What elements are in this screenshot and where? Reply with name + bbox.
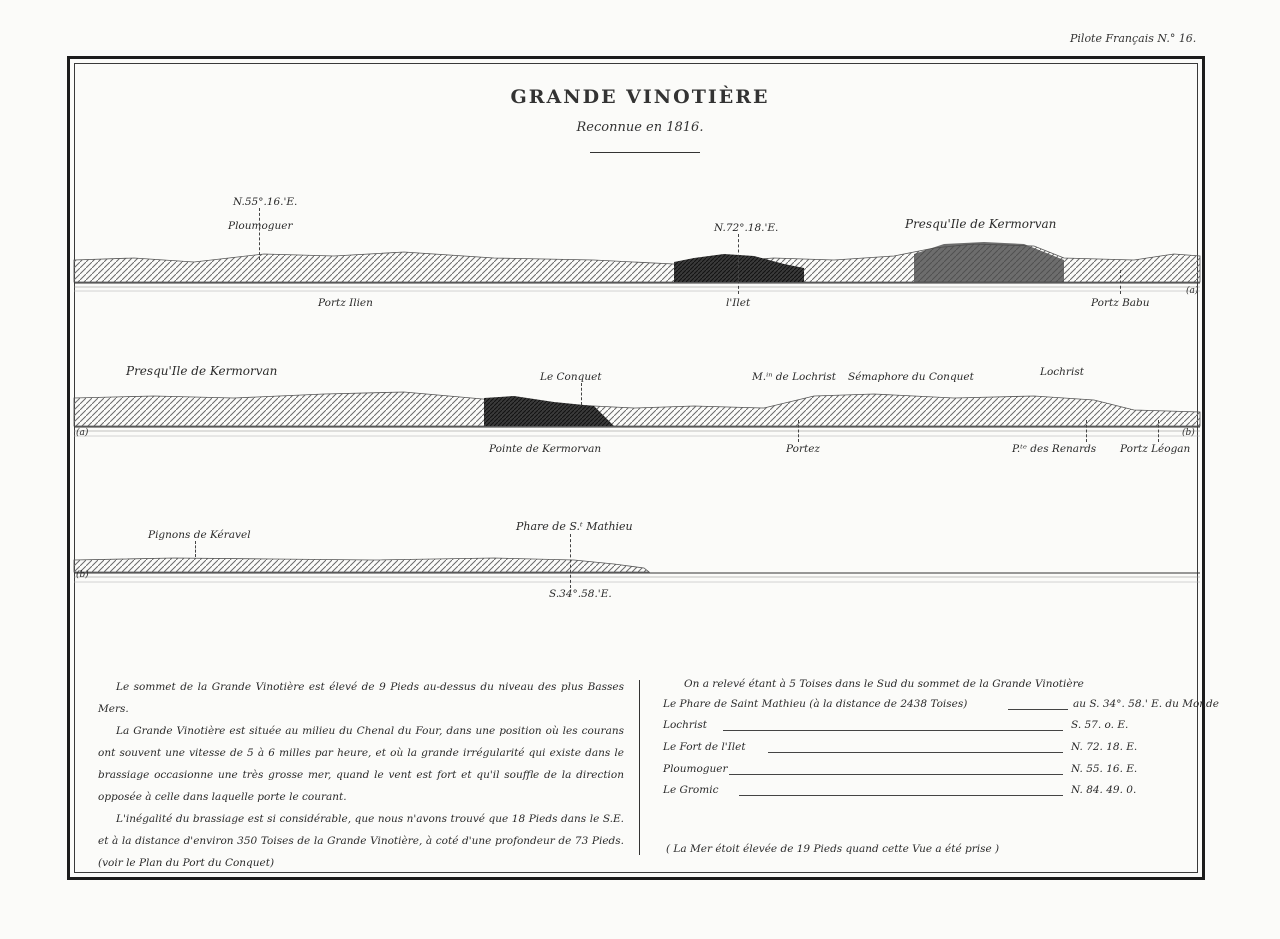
kermorvan-hill [914,242,1064,282]
bearing-row [663,741,1198,757]
pte-renards-label: P.ᵗᵉ des Renards [1012,443,1097,455]
ploumoguer-label: Ploumoguer [228,220,293,232]
bearing-value: N. 84. 49. 0. [1071,784,1137,796]
bearing-name: Le Fort de l'Ilet [663,741,746,753]
notes-block [98,676,624,874]
plate-series-label: Pilote Français N.° 16. [1070,32,1197,45]
bearing-name: Lochrist [663,719,707,731]
note-paragraph: La Grande Vinotière est située au milieu du Chenal du Four, dans une position où les courans ont souvent une vitesse de 5 à 6 milles par heure, et où la grande irrégularité qui existe dans le brassiage occasionne une très grosse mer, quand le vent est fort et qu'il souffle de la direction opposée à celle dans laquelle porte le courant. [98,725,624,803]
portez-tick [798,420,799,442]
porz-ilien-label: Portz Ilien [318,297,373,309]
porz-leogan-label: Portz Léogan [1120,443,1191,455]
kermorvan-label-2: Presqu'Ile de Kermorvan [126,364,278,378]
coastline-silhouette-3 [74,558,649,572]
bearing-row [663,784,1198,800]
view2-marker-a: (a) [76,428,89,438]
coastal-view-2 [74,386,1200,446]
lochrist-label: Lochrist [1040,366,1084,378]
column-divider [639,680,640,855]
keravel-label: Pignons de Kéravel [148,529,251,541]
ilet-bearing-label: N.72°.18.'E. [714,222,779,234]
bearing-row [663,698,1219,714]
bearing-value: N. 55. 16. E. [1071,763,1138,775]
bearing-row [663,719,1198,735]
keravel-tick [195,541,196,557]
bearing-name: Le Phare de Saint Mathieu (à la distance de 2438 Toises) [663,698,968,710]
bearing-value: au S. 34°. 58.' E. du Monde [1073,698,1219,710]
title-rule [590,152,700,153]
plate-title: GRANDE VINOTIÈRE [510,86,770,108]
view3-marker-b: (b) [76,570,89,580]
bearing-name: Le Gromic [663,784,719,796]
porz-babu-label: Portz Babu [1091,297,1150,309]
coastal-view-1 [74,238,1200,298]
note-paragraph: L'inégalité du brassiage est si considérable, que nous n'avons trouvé que 18 Pieds dans le S.E. et à la distance d'environ 350 Toises de la Grande Vinotière, à coté d'une profondeur de 73 Pieds. (voir le Plan du Port du Conquet) [98,813,624,869]
sea-level-note: ( La Mer étoit élevée de 19 Pieds quand cette Vue a été prise ) [666,843,1000,855]
ilet-tick [738,234,739,294]
view1-marker-a: (a) [1186,286,1199,296]
plate-subtitle: Reconnue en 1816. [576,120,704,135]
coastline-silhouette-2 [74,392,1200,426]
ilet-label: l'Ilet [726,297,751,309]
coastal-view-3 [74,548,1200,588]
view2-marker-b: (b) [1182,428,1195,438]
portez-label: Portez [786,443,820,455]
conquet-label: Le Conquet [540,371,602,383]
kermorvan-label-1: Presqu'Ile de Kermorvan [905,217,1057,231]
pte-renards-tick [1086,420,1087,442]
pointe-kermorvan-label: Pointe de Kermorvan [489,443,602,455]
porz-leogan-tick [1158,420,1159,442]
conquet-tick [581,383,582,405]
note-paragraph: Le sommet de la Grande Vinotière est élevé de 9 Pieds au-dessus du niveau des plus Basses Mers. [98,681,624,715]
ploumoguer-bearing-label: N.55°.16.'E. [233,196,298,208]
bearing-row [663,763,1198,779]
semaphore-label: Sémaphore du Conquet [848,371,974,383]
phare-label: Phare de S.ᵗ Mathieu [516,520,633,533]
bearing-value: S. 57. o. E. [1071,719,1129,731]
bearing-value: N. 72. 18. E. [1071,741,1138,753]
ploumoguer-tick [259,208,260,260]
phare-tick [570,534,571,588]
phare-bearing-label: S.34°.58.'E. [549,588,612,600]
moulin-lochrist-label: M.ⁱⁿ de Lochrist [752,371,836,383]
porz-babu-tick [1120,270,1121,294]
bearing-name: Ploumoguer [663,763,728,775]
bearings-intro: On a relevé étant à 5 Toises dans le Sud du sommet de la Grande Vinotière [684,678,1084,690]
conquet-dark-mass [484,396,614,426]
